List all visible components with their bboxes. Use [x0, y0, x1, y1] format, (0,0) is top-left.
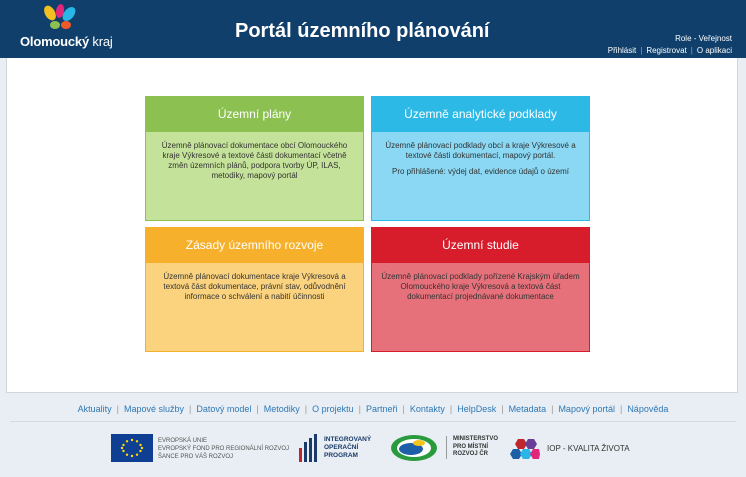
footer-link[interactable]: Partneři — [365, 404, 398, 414]
mmr-line: PRO MÍSTNÍ — [453, 443, 489, 450]
footer-link[interactable]: Mapový portál — [558, 404, 615, 414]
card-text: Územně plánovací dokumentace kraje Výkresová a textová část dokumentace, právní stav, odůvodnění informace o schválení a nabití účinnosti — [163, 272, 346, 301]
card-title[interactable]: Územní studie — [372, 228, 589, 263]
mmr-line: MINISTERSTVO — [453, 436, 499, 442]
iop-text — [324, 436, 371, 460]
iop-line: INTEGROVANÝ — [324, 436, 372, 443]
brand-name: Olomoucký — [20, 34, 89, 49]
about-link[interactable]: O aplikaci — [696, 46, 732, 55]
iop-line: OPERAČNÍ — [324, 444, 359, 451]
card-uap[interactable] — [371, 96, 590, 221]
footer-link[interactable]: Datový model — [196, 404, 252, 414]
footer-link[interactable]: Nápověda — [627, 404, 669, 414]
card-description — [372, 132, 589, 177]
eu-line: EVROPSKÝ FOND PRO REGIONÁLNÍ ROZVOJ — [158, 446, 290, 452]
eu-line: EVROPSKÁ UNIE — [158, 438, 208, 444]
flower-logo-icon — [38, 4, 98, 34]
card-description — [146, 263, 363, 302]
kvalita-zivota-text: IOP - KVALITA ŽIVOTA — [547, 444, 630, 453]
card-title[interactable]: Územně analytické podklady — [372, 97, 589, 132]
card-text: Územně plánovací podklady pořízené Krajským úřadem Olomouckého kraje Výkresová a textová část dokumentací projednávané dokumentace — [381, 272, 580, 301]
top-links: Přihlásit | Registrovat | O aplikaci — [607, 46, 732, 55]
card-description — [146, 132, 363, 181]
header — [0, 0, 746, 58]
card-description — [372, 263, 589, 302]
card-title[interactable]: Zásady územního rozvoje — [146, 228, 363, 263]
card-title[interactable]: Územní plány — [146, 97, 363, 132]
olomoucky-kraj-logo[interactable] — [10, 4, 140, 52]
iop-bars-icon — [299, 434, 319, 462]
footer-link[interactable]: Metadata — [508, 404, 547, 414]
role-indicator: Role - Veřejnost — [675, 34, 732, 43]
footer-divider — [10, 421, 736, 422]
eu-text — [158, 437, 289, 461]
footer-link[interactable]: Metodiky — [263, 404, 300, 414]
footer-link[interactable]: Aktuality — [77, 404, 112, 414]
iop-line: PROGRAM — [324, 452, 358, 459]
footer-link[interactable]: Mapové služby — [123, 404, 185, 414]
brand-suffix: kraj — [92, 34, 113, 49]
mmr-text — [446, 436, 498, 459]
login-link[interactable]: Přihlásit — [607, 46, 637, 55]
mmr-line: ROZVOJ ČR — [453, 451, 489, 457]
mmr-logo-icon — [389, 433, 439, 463]
eu-line: ŠANCE PRO VÁŠ ROZVOJ — [158, 454, 234, 460]
footer-nav: Aktuality | Mapové služby | Datový model | Metodiky | O projektu | Partneři | Kontakty | HelpDesk | Metadata | Mapový portál | Nápověda — [77, 404, 669, 414]
footer-link[interactable]: O projektu — [312, 404, 354, 414]
card-text: Pro přihlášené: výdej dat, evidence údajů o území — [392, 167, 569, 176]
card-zur[interactable] — [145, 227, 364, 352]
hexagon-logo-icon — [510, 437, 540, 461]
register-link[interactable]: Registrovat — [646, 46, 687, 55]
footer-link[interactable]: Kontakty — [409, 404, 445, 414]
eu-flag-icon — [111, 434, 153, 462]
card-uzemni-plany[interactable] — [145, 96, 364, 221]
page-title: Portál územního plánování — [235, 20, 490, 42]
card-text: Územně plánovací dokumentace obcí Olomouckého kraje Výkresové a textové části dokumentací včetně změn územních plánů, podpora tvorby ÚP, ILAS, metodiky, mapový portál — [161, 141, 348, 180]
card-text: Územně plánovací podklady obcí a kraje Výkresové a textové části dokumentací, mapový portál. — [385, 141, 576, 160]
footer-link[interactable]: HelpDesk — [457, 404, 497, 414]
eu-stars-icon — [111, 434, 153, 462]
card-uzemni-studie[interactable] — [371, 227, 590, 352]
